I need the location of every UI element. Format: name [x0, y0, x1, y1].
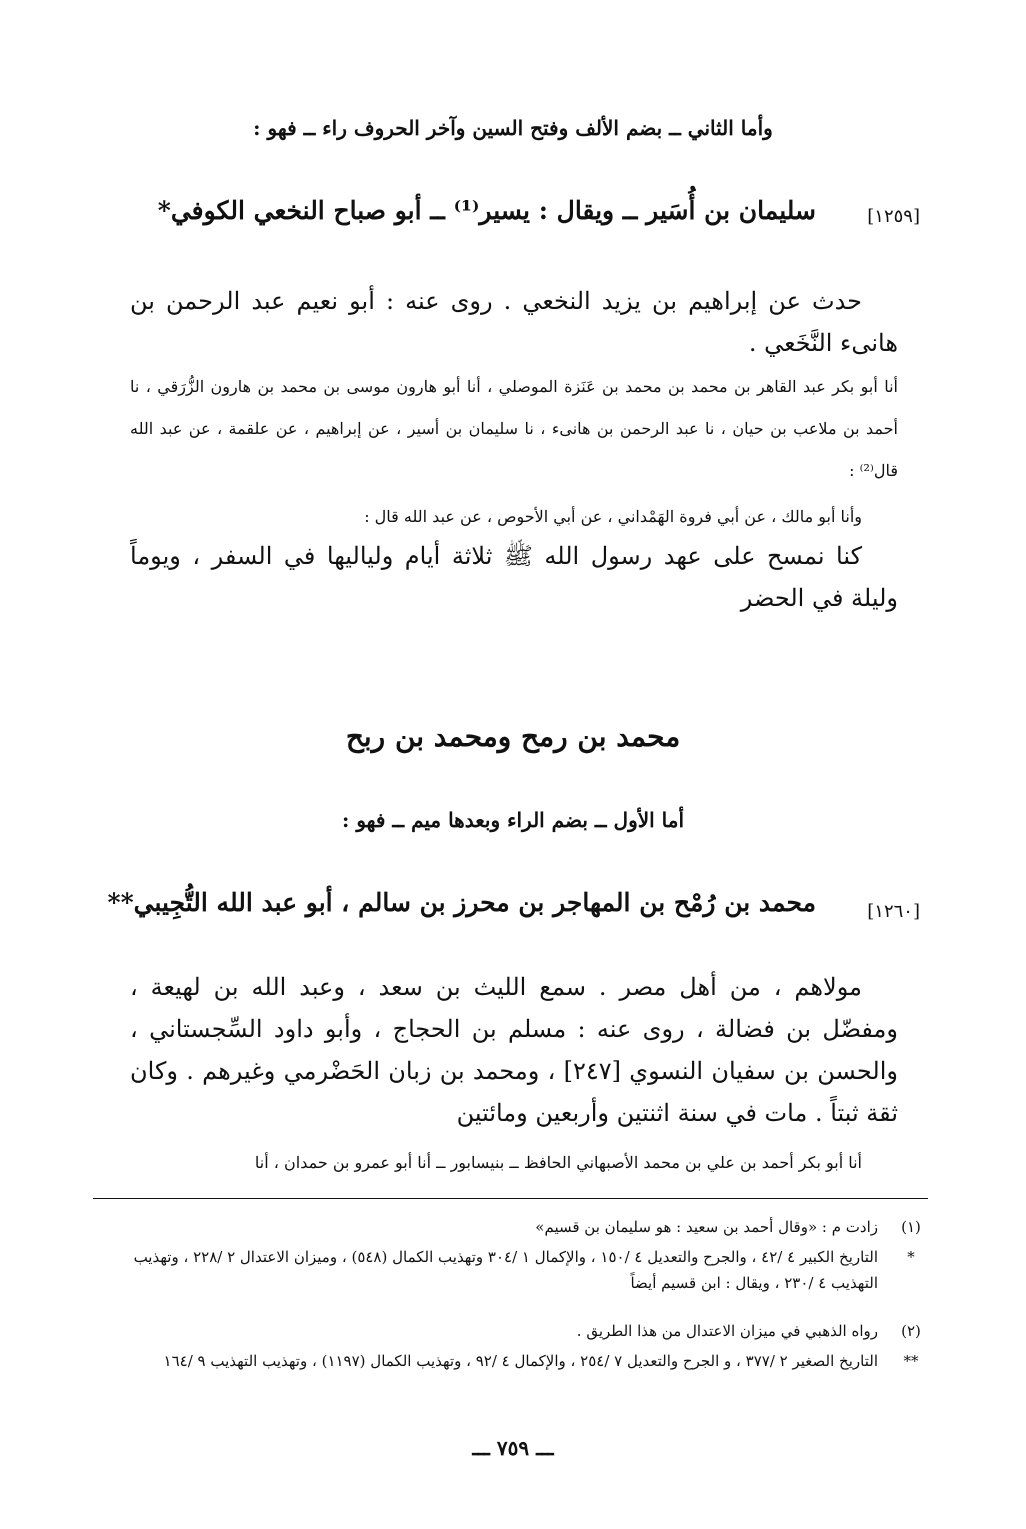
footnote-star: [120, 1244, 926, 1296]
intro-line: وأما الثاني ــ بضم الألف وفتح السين وآخر الحروف راء ــ فهو :: [253, 116, 773, 140]
isnad-1260: أنا أبو بكر أحمد بن علي بن محمد الأصبهاني الحافظ ــ بنيسابور ــ أنا أبو عمرو بن حمدان ، أنا: [254, 1153, 862, 1172]
section-subtitle: أما الأول ــ بضم الراء وبعدها ميم ــ فهو :: [341, 808, 685, 832]
footnote-1: [120, 1214, 926, 1240]
footnote-divider: [93, 1198, 928, 1199]
footnote-text: التاريخ الكبير ٤ /٤٢ ، والجرح والتعديل ٤ /١٥٠ ، والإكمال ١ /٣٠٤ وتهذيب الكمال (٥٤٨) ، وميزان الاعتدال ٢ /٢٢٨ ، وتهذيب التهذيب ٤ /٢٣٠ ، ويقال : ابن قسيم أيضاً: [133, 1248, 878, 1292]
footnote-mark: *: [907, 1248, 915, 1266]
entry-number-1259: [١٢٥٩]: [867, 206, 920, 227]
footnote-text: رواه الذهبي في ميزان الاعتدال من هذا الطريق .: [576, 1322, 878, 1340]
entry-body-1259: حدث عن إبراهيم بن يزيد النخعي . روى عنه : أبو نعيم عبد الرحمن بن هانىء النَّخَعي .: [130, 287, 898, 357]
entry-number-1260: [١٢٦٠]: [867, 901, 920, 922]
entry-title-1260: محمد بن رُمْح بن المهاجر بن محرز بن سالم ، أبو عبد الله التُّجِيبي**: [107, 888, 816, 917]
footnote-text: التاريخ الصغير ٢ /٣٧٧ ، و الجرح والتعديل ٧ /٢٥٤ ، والإكمال ٤ /٩٢ ، وتهذيب الكمال (١١٩٧) ، وتهذيب التهذيب ٩ /١٦٤: [163, 1352, 878, 1370]
entry-title-1259: سليمان بن أُسَير ــ ويقال : يسير⁽¹⁾ ــ أبو صباح النخعي الكوفي*: [157, 196, 816, 225]
footnote-double-star: [120, 1348, 926, 1374]
footnote-mark: **: [903, 1352, 919, 1370]
section-title: محمد بن رمح ومحمد بن ربح: [345, 720, 681, 753]
hadith-text: كنا نمسح على عهد رسول الله ﷺ ثلاثة أيام ولياليها في السفر ، ويوماً وليلة في الحضر: [130, 542, 898, 612]
footnote-mark: (١): [901, 1218, 921, 1236]
footnote-2: [120, 1318, 926, 1344]
isnad-1259-a: أنا أبو بكر عبد القاهر بن محمد بن محمد بن عَنَزة الموصلي ، أنا أبو هارون موسى بن محمد بن هارون الزُّرَقي ، نا أحمد بن ملاعب بن حيان ، نا عبد الرحمن بن هانىء ، نا سليمان بن أسير ، عن إبراهيم ، عن علقمة ، عن عبد الله قال⁽²⁾ :: [130, 377, 898, 480]
entry-body-1260: مولاهم ، من أهل مصر . سمع الليث بن سعد ، وعبد الله بن لهيعة ، ومفضّل بن فضالة ، روى عنه : مسلم بن الحجاج ، وأبو داود السِّجستاني ، والحسن بن سفيان النسوي [٢٤٧] ، ومحمد بن زبان الحَضْرمي وغيرهم . وكان ثقة ثبتاً . مات في سنة اثنتين وأربعين ومائتين: [130, 973, 898, 1127]
isnad-1259-b: وأنا أبو مالك ، عن أبي فروة الهَمْداني ، عن أبي الأحوص ، عن عبد الله قال :: [364, 507, 862, 526]
footnote-mark: (٢): [901, 1322, 921, 1340]
footnote-text: زادت م : «وقال أحمد بن سعيد : هو سليمان بن قسيم»: [535, 1218, 878, 1236]
page-number: ـــ ٧٥٩ ـــ: [472, 1436, 554, 1460]
